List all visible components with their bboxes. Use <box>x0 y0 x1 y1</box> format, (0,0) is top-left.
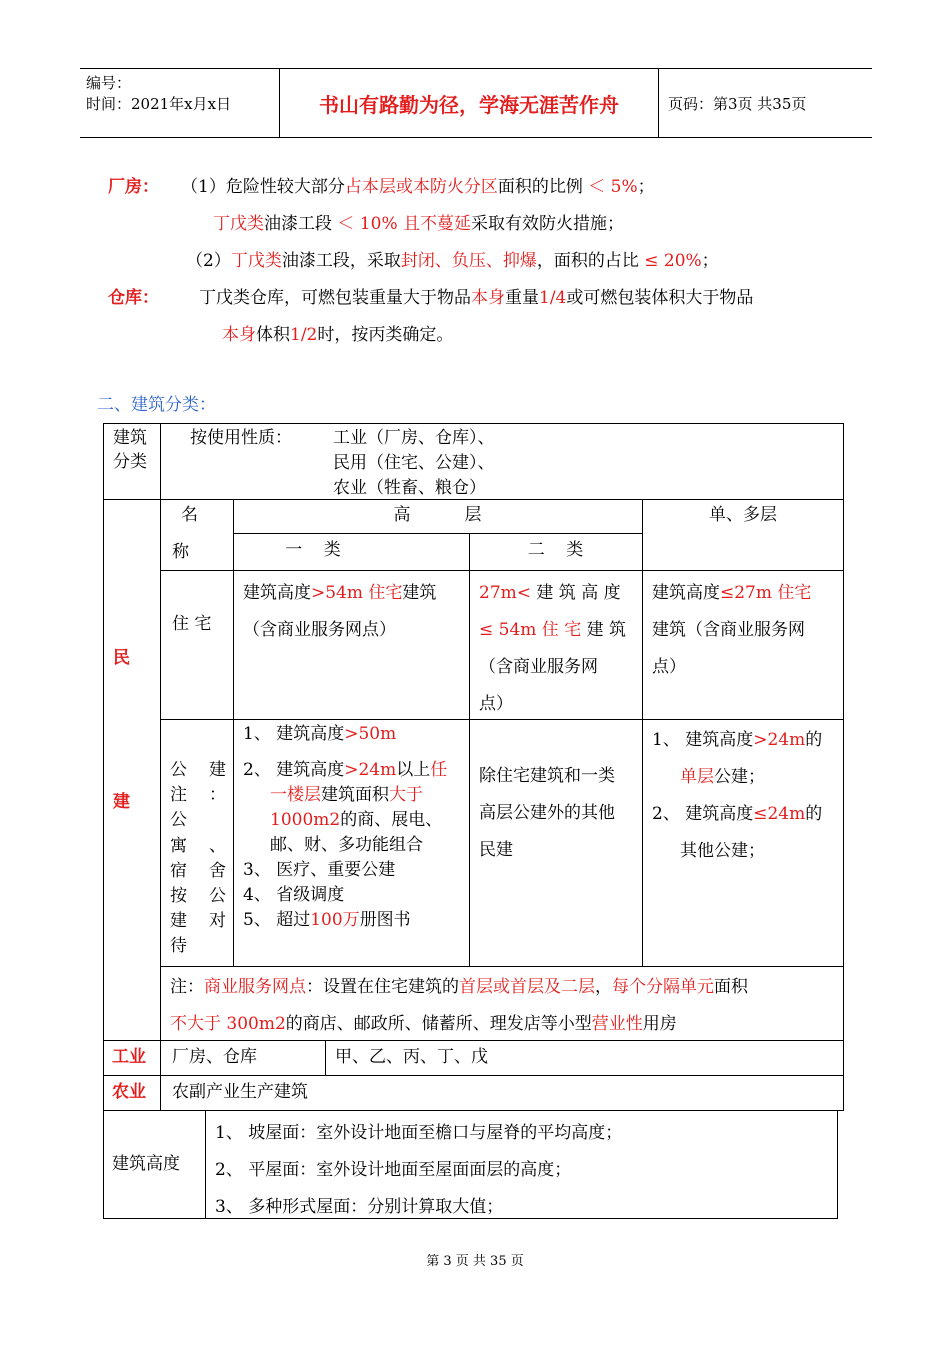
text: 寓 、 <box>170 835 226 856</box>
text: 的 <box>805 730 823 750</box>
residential-class-two <box>479 575 635 723</box>
text-highlight: 任 <box>430 760 448 780</box>
text-highlight: ≤27m 住宅 <box>720 583 812 603</box>
table-rule <box>325 1040 326 1075</box>
text: 用房 <box>642 1014 677 1034</box>
table-rule <box>233 499 234 966</box>
text: 点） <box>479 694 513 714</box>
factory-line-1 <box>108 172 655 197</box>
text: 注： <box>170 977 204 997</box>
text: 丁戊类仓库，可燃包装重量大于物品 <box>199 288 471 308</box>
section-title: 二、建筑分类： <box>97 395 216 415</box>
text: （2） <box>186 251 231 271</box>
high-rise-header: 高 层 <box>393 505 482 525</box>
text: 重量 <box>505 288 539 308</box>
text-highlight: 1/4 <box>539 288 567 308</box>
residential-class-one <box>243 575 463 649</box>
by-use-label: 按使用性质： <box>190 428 292 448</box>
text-highlight: 封闭、负压、抑爆 <box>400 251 537 271</box>
text: 5、 超过 <box>243 910 311 930</box>
text-highlight: ≤ 54m 住 宅 <box>479 620 582 640</box>
text-highlight: >54m 住宅 <box>311 583 403 603</box>
residential-label: 住 宅 <box>172 614 212 634</box>
text-highlight: 不大于 300m2 <box>170 1014 286 1034</box>
page-header <box>80 68 872 138</box>
text-highlight: 100万 <box>310 910 360 930</box>
header-motto: 书山有路勤为径，学海无涯苦作舟 <box>280 69 659 137</box>
warehouse-line-2 <box>222 320 453 345</box>
table-rule <box>160 966 844 967</box>
text-highlight: 本身 <box>222 325 256 345</box>
text: 2、 平屋面：室外设计地面至屋面面层的高度； <box>215 1160 572 1180</box>
low-rise-header: 单、多层 <box>709 505 777 525</box>
text: 4、 省级调度 <box>243 885 345 905</box>
note-commercial-outlet <box>170 969 838 1043</box>
industry-classes: 甲、乙、丙、丁、戊 <box>335 1047 488 1067</box>
text: 2、 建筑高度 <box>243 760 345 780</box>
name-label-bottom: 称 <box>172 542 189 562</box>
text: 以上 <box>396 760 431 780</box>
text: 点） <box>652 657 686 677</box>
text-highlight: 27m< <box>479 583 531 603</box>
text: ：设置在住宅建筑的 <box>306 977 459 997</box>
table-rule <box>160 499 161 1111</box>
text: 采取有效防火措施； <box>471 214 624 234</box>
doc-number-label: 编号： <box>86 74 132 92</box>
text-highlight: 本身 <box>471 288 505 308</box>
text-highlight: 一楼层 <box>270 785 321 805</box>
factory-label: 厂房： <box>108 177 159 197</box>
header-page-info: 页码：第3页 共35页 <box>668 94 807 113</box>
text: 工业（厂房、仓库）、 <box>333 428 495 448</box>
header-meta <box>80 69 280 137</box>
text-highlight: 单层 <box>680 767 714 787</box>
text: 体积 <box>256 325 290 345</box>
text: ； <box>637 177 655 197</box>
agriculture-label: 农业 <box>112 1082 146 1102</box>
text: 1、 建筑高度 <box>243 724 345 744</box>
table-rule <box>205 1111 206 1219</box>
text: 建 筑 高 度 <box>531 583 621 603</box>
text: 的商、展电、 <box>340 810 443 830</box>
class-two-header: 二 类 <box>527 540 584 560</box>
text: 3、 医疗、重要公建 <box>243 860 396 880</box>
text: 民用（住宅、公建）、 <box>333 453 495 473</box>
text: 或可燃包装体积大于物品 <box>566 288 754 308</box>
text: 除住宅建筑和一类 <box>479 766 615 786</box>
warehouse-line-1 <box>108 283 753 308</box>
text: 宿 舍 <box>170 860 226 881</box>
text: 注 ： <box>170 785 226 806</box>
factory-line-3 <box>186 246 719 271</box>
text: 3、 多种形式屋面：分别计算取大值； <box>215 1197 504 1217</box>
text: 建 筑 <box>581 620 627 640</box>
text-highlight: ≤ 20% <box>638 251 702 271</box>
residential-low-rise <box>652 575 840 686</box>
public-low-rise <box>652 722 840 870</box>
text-highlight: >24m <box>344 760 397 780</box>
text: 册图书 <box>359 910 411 930</box>
public-class-one <box>243 722 465 933</box>
civil-label-bottom: 建 <box>113 792 130 812</box>
text: 公 建 <box>170 760 226 780</box>
agriculture-items: 农副产业生产建筑 <box>172 1082 308 1102</box>
text: （含商业服务网点） <box>243 620 396 640</box>
text: 的商店、邮政所、储蓄所、理发店等小型 <box>285 1014 592 1034</box>
text-highlight: ＜ 10% 且不蔓延 <box>332 214 471 234</box>
text: 建筑高度 <box>652 583 720 603</box>
classify-label <box>113 426 147 474</box>
text: （1）危险性较大部分 <box>181 177 345 197</box>
text-highlight: ＜ 5% <box>582 177 638 197</box>
text-highlight: >50m <box>344 724 397 744</box>
text: 公 <box>170 810 187 831</box>
text: 建筑面积 <box>321 785 389 805</box>
text: 建筑 <box>113 428 147 448</box>
height-rules <box>215 1115 622 1226</box>
page-footer: 第 3 页 共 35 页 <box>426 1254 524 1269</box>
text: （含商业服务网 <box>479 657 598 677</box>
public-class-two <box>479 758 615 869</box>
text-highlight: 每个分隔单元 <box>612 977 714 997</box>
industry-label: 工业 <box>112 1047 146 1067</box>
text-highlight: 大于 <box>389 785 423 805</box>
text: 建筑（含商业服务网 <box>652 620 805 640</box>
text-highlight: ≤24m <box>753 804 806 824</box>
text: 1、 建筑高度 <box>652 730 754 750</box>
text: 建筑 <box>402 583 437 603</box>
text-highlight: 丁戊类 <box>230 251 282 271</box>
text: ， <box>595 977 612 997</box>
text: 建筑高度 <box>243 583 311 603</box>
text: 待 <box>170 936 187 957</box>
text-highlight: >24m <box>753 730 806 750</box>
text: 公建； <box>714 767 765 787</box>
text-highlight: 商业服务网点 <box>204 977 306 997</box>
factory-line-2 <box>213 209 624 234</box>
text-highlight: 营业性 <box>591 1014 643 1034</box>
text: 分类 <box>113 452 147 472</box>
text-highlight: 1000m2 <box>270 810 341 830</box>
text: 建 对 <box>170 911 226 932</box>
text: ，面积的占比 <box>536 251 639 271</box>
table-rule <box>469 533 470 966</box>
use-items <box>333 426 495 501</box>
text: ； <box>701 251 719 271</box>
text-highlight: 占本层或本防火分区 <box>344 177 498 197</box>
text-highlight: 1/2 <box>290 325 318 345</box>
text: 面积的比例 <box>497 177 583 197</box>
text: 油漆工段，采取 <box>281 251 401 271</box>
industry-items: 厂房、仓库 <box>172 1047 257 1067</box>
text: 面积 <box>714 977 748 997</box>
table-rule <box>233 533 642 534</box>
name-label-top: 名 <box>181 505 198 525</box>
text: 2、 建筑高度 <box>652 804 754 824</box>
table-rule <box>103 1075 844 1076</box>
text-highlight: 首层或首层及二层 <box>459 977 595 997</box>
table-rule <box>160 423 161 499</box>
text: 农业（牲畜、粮仓） <box>333 478 486 498</box>
text: 邮、财、多功能组合 <box>270 835 423 855</box>
text-highlight: 丁戊类 <box>213 214 264 234</box>
table-rule <box>160 570 844 571</box>
civil-label-top: 民 <box>113 648 130 668</box>
text: 民建 <box>479 840 513 860</box>
class-one-header: 一 类 <box>285 540 341 560</box>
text: 的 <box>805 804 823 824</box>
height-label: 建筑高度 <box>112 1154 180 1174</box>
text: 1、 坡屋面：室外设计地面至檐口与屋脊的平均高度； <box>215 1123 623 1143</box>
text: 按 公 <box>170 886 226 907</box>
text: 油漆工段 <box>264 214 332 234</box>
doc-time-label: 时间：2021年x月x日 <box>86 95 232 113</box>
text: 其他公建； <box>680 841 765 861</box>
table-rule <box>642 499 643 966</box>
text: 高层公建外的其他 <box>479 803 615 823</box>
warehouse-label: 仓库： <box>108 288 159 308</box>
text: 时，按丙类确定。 <box>317 325 454 345</box>
public-building-label <box>170 758 226 960</box>
